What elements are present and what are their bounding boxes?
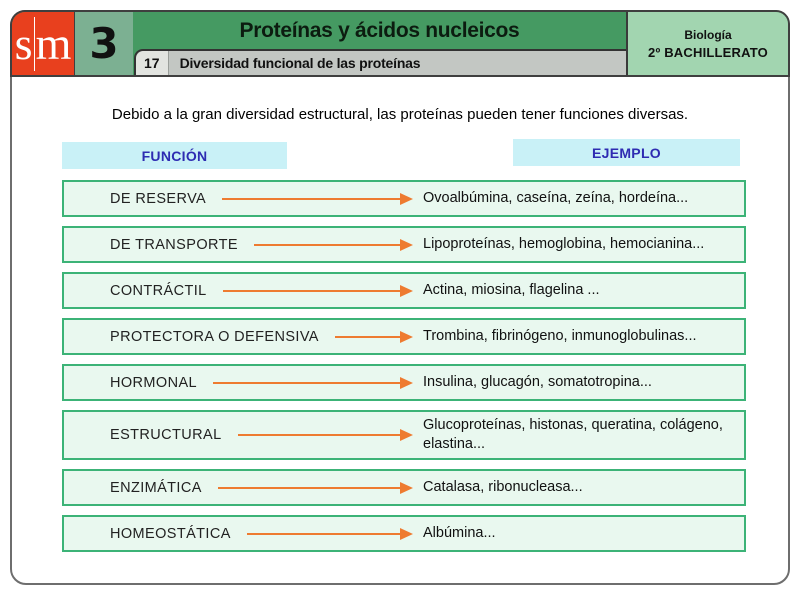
function-label: CONTRÁCTIL — [110, 282, 207, 299]
unit-number: 3 — [74, 12, 133, 75]
arrow-head — [400, 193, 413, 205]
arrow-right-icon — [254, 239, 413, 251]
function-label: DE TRANSPORTE — [110, 236, 238, 253]
arrow-shaft — [254, 244, 400, 246]
arrow-head — [400, 377, 413, 389]
slide-subtitle: Diversidad funcional de las proteínas — [179, 55, 421, 71]
example-text: Ovoalbúmina, caseína, zeína, hordeína... — [423, 190, 689, 206]
page-title: Proteínas y ácidos nucleicos — [239, 19, 520, 42]
arrow-head — [400, 528, 413, 540]
sm-logo-divider — [34, 17, 35, 71]
subtitle-bar — [134, 49, 626, 75]
function-label: DE RESERVA — [110, 190, 207, 207]
arrow-shaft — [213, 382, 400, 384]
sm-logo — [12, 12, 74, 75]
table-row — [62, 318, 746, 355]
sm-logo-letter-m: m — [35, 17, 72, 69]
arrow-shaft — [247, 533, 400, 535]
table-row — [62, 226, 746, 263]
arrow-head — [400, 285, 413, 297]
table-row — [62, 364, 746, 401]
arrow-right-icon — [218, 482, 413, 494]
arrow-shaft — [218, 487, 400, 489]
header-bar — [10, 10, 790, 77]
title-bar — [133, 12, 626, 75]
intro-sentence: Debido a la gran diversidad estructural, las proteínas pueden tener funciones diversas. — [111, 106, 689, 123]
arrow-shaft — [222, 198, 400, 200]
arrow-head — [400, 482, 413, 494]
function-label: HOMEOSTÁTICA — [110, 525, 231, 542]
function-label: PROTECTORA O DEFENSIVA — [110, 328, 319, 345]
arrow-shaft — [223, 290, 400, 292]
slide-number-badge: 17 — [136, 51, 169, 75]
arrow-right-icon — [238, 429, 413, 441]
example-text: Catalasa, ribonucleasa... — [423, 479, 583, 495]
course-box — [626, 12, 788, 75]
course-level: 2º BACHILLERATO — [648, 44, 768, 60]
example-text: Trombina, fibrinógeno, inmunoglobulinas... — [423, 328, 697, 344]
column-header-funcion: FUNCIÓN — [62, 142, 287, 169]
function-label: HORMONAL — [110, 374, 197, 391]
column-header-ejemplo: EJEMPLO — [513, 139, 740, 166]
example-text: Glucoproteínas, histonas, queratina, colágeno, elastina... — [423, 417, 723, 452]
function-label: ESTRUCTURAL — [110, 427, 222, 443]
example-text: Insulina, glucagón, somatotropina... — [423, 374, 652, 390]
arrow-right-icon — [222, 193, 413, 205]
function-table — [62, 180, 746, 561]
arrow-right-icon — [247, 528, 413, 540]
table-row — [62, 515, 746, 552]
arrow-head — [400, 239, 413, 251]
example-text: Albúmina... — [423, 525, 496, 541]
table-row — [62, 180, 746, 217]
arrow-shaft — [238, 434, 400, 436]
example-text: Lipoproteínas, hemoglobina, hemocianina... — [423, 236, 705, 252]
function-label: ENZIMÁTICA — [110, 479, 202, 496]
arrow-shaft — [335, 336, 400, 338]
table-row — [62, 469, 746, 506]
sm-logo-letter-s: s — [14, 17, 33, 69]
arrow-right-icon — [335, 331, 413, 343]
arrow-head — [400, 429, 413, 441]
arrow-right-icon — [213, 377, 413, 389]
table-row — [62, 410, 746, 460]
course-subject: Biología — [684, 27, 732, 42]
arrow-right-icon — [223, 285, 413, 297]
table-row — [62, 272, 746, 309]
arrow-head — [400, 331, 413, 343]
example-text: Actina, miosina, flagelina ... — [423, 282, 600, 298]
